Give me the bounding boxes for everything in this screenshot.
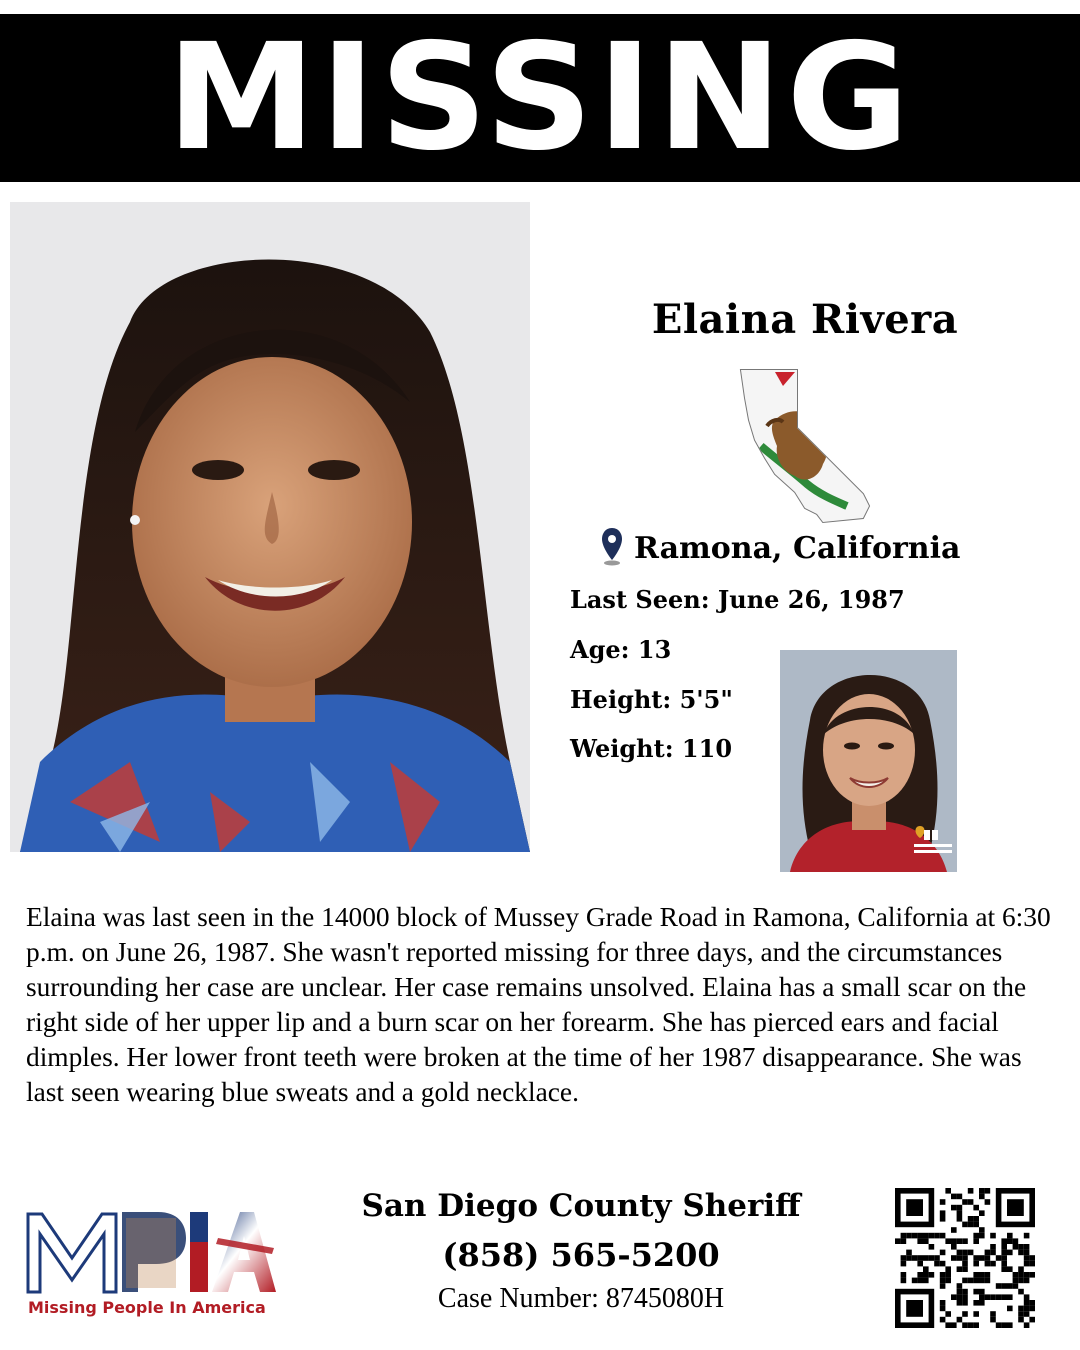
age: Age: 13 xyxy=(570,635,672,664)
qr-code-icon[interactable] xyxy=(895,1188,1037,1328)
california-state-flag-icon xyxy=(735,366,875,526)
case-description: Elaina was last seen in the 14000 block of Mussey Grade Road in Ramona, California at 6:30 p.m. on June 26, 1987. She wasn't reported missing for three days, and the circumstances surrounding her case are unclear. Her case remains unsolved. Elaina has a small scar on the right side of her upper lip and a burn scar on her forearm. She has pierced ears and facial dimples. Her lower front teeth were broken at the time of her 1987 disappearance. She was last seen wearing blue sweats and a gold necklace. xyxy=(26,902,1051,1107)
agency-name: San Diego County Sheriff xyxy=(361,1188,801,1224)
height: Height: 5'5" xyxy=(570,685,733,714)
person-name: Elaina Rivera xyxy=(651,296,959,343)
missing-banner xyxy=(0,14,1080,182)
last-seen: Last Seen: June 26, 1987 xyxy=(570,585,905,614)
missing-person-photo xyxy=(10,202,530,852)
banner-title: MISSING xyxy=(166,12,914,184)
mpia-tagline: Missing People In America xyxy=(28,1298,266,1317)
contact-phone[interactable]: (858) 565-5200 xyxy=(442,1236,720,1274)
location-line xyxy=(600,524,960,572)
location-text: Ramona, California xyxy=(634,530,961,566)
weight: Weight: 110 xyxy=(570,734,733,763)
case-number: Case Number: 8745080H xyxy=(437,1283,725,1314)
age-progression-photo xyxy=(780,650,957,872)
location-pin-icon xyxy=(600,526,624,570)
